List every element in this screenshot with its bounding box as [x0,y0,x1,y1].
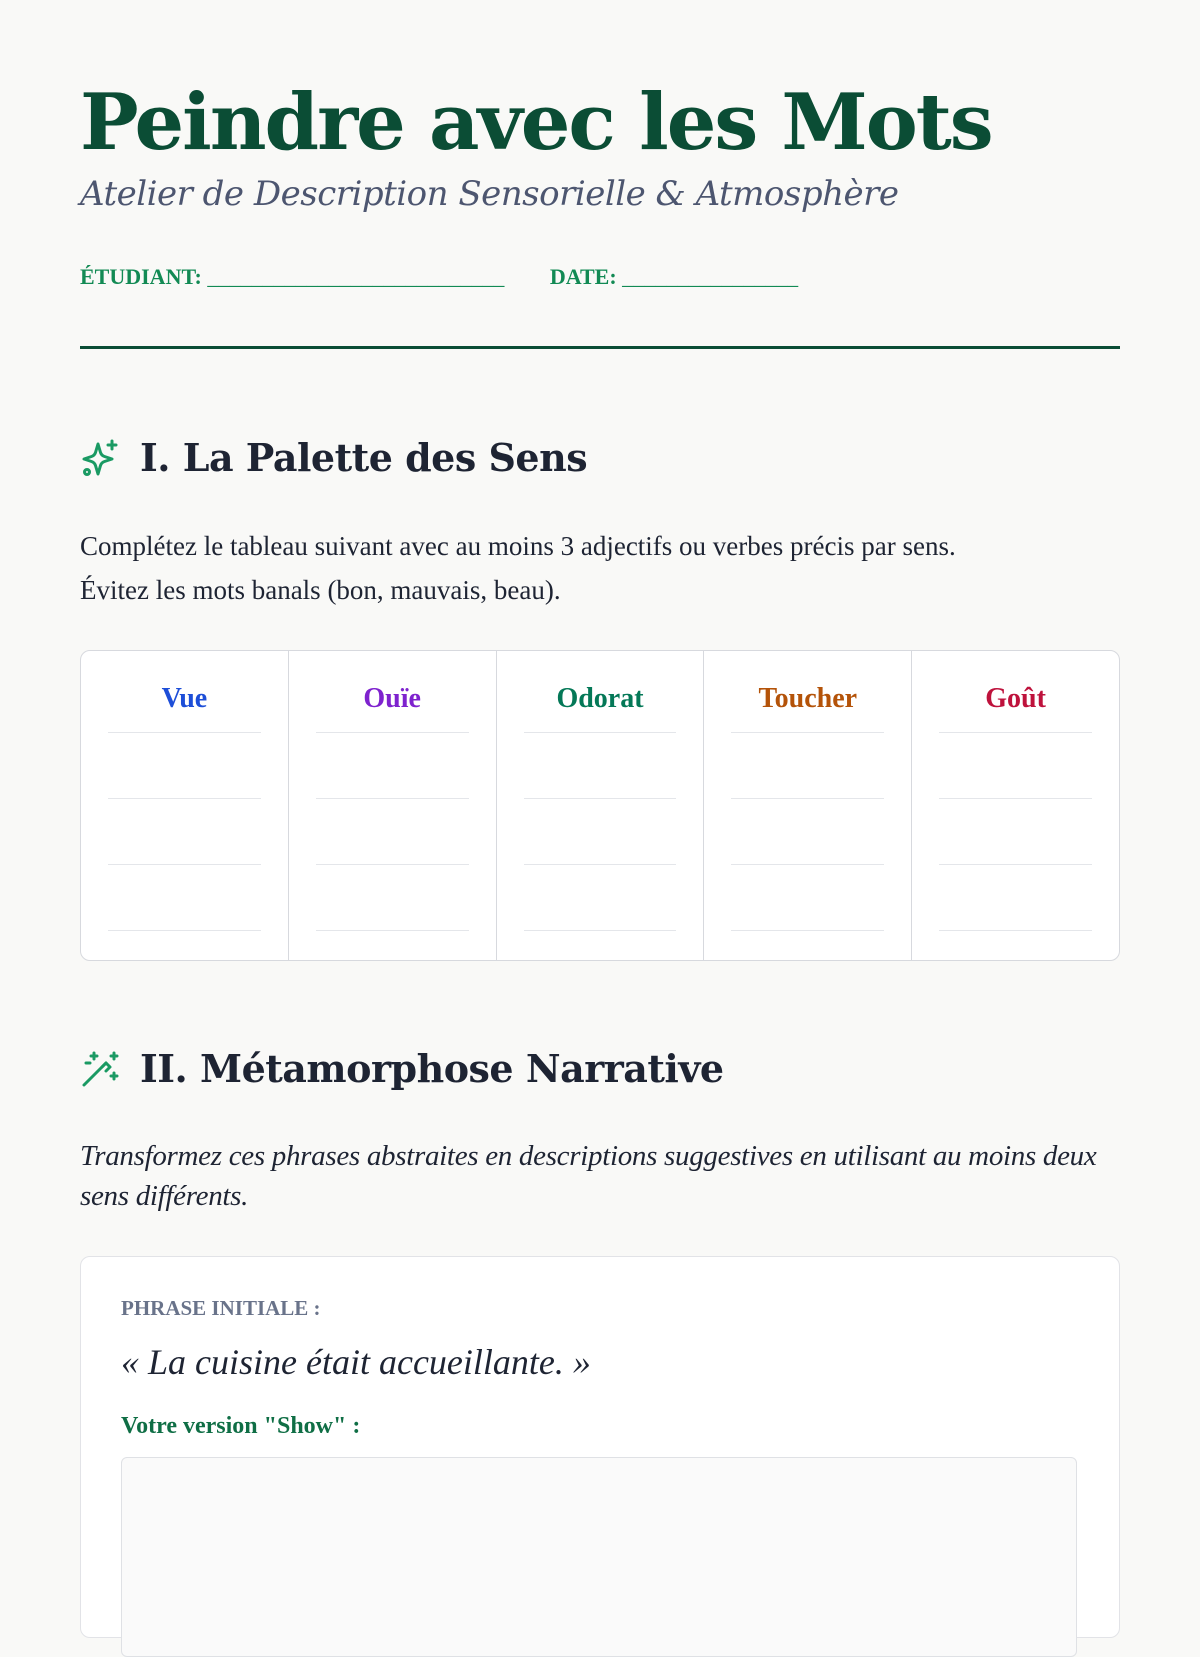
answer-line[interactable] [731,733,884,799]
answer-line[interactable] [939,799,1092,865]
instruction-line-2: Évitez les mots banals (bon, mauvais, beau). [80,575,561,605]
sense-heading-ouie: Ouïe [316,651,469,733]
header-divider [80,346,1120,349]
section-1-instructions [80,524,1120,612]
date-label: DATE: [549,264,617,289]
sense-heading-toucher: Toucher [731,651,884,733]
sense-heading-vue: Vue [108,651,261,733]
magic-wand-icon [80,1049,120,1089]
answer-line[interactable] [108,733,261,799]
date-blank[interactable]: ________________ [622,264,799,289]
sense-heading-odorat: Odorat [524,651,677,733]
answer-line[interactable] [524,865,677,931]
section-1-header [80,434,587,482]
sense-column-toucher [704,651,912,960]
answer-line[interactable] [316,733,469,799]
section-2-header [80,1045,724,1093]
senses-table [80,650,1120,961]
section-2-heading: II. Métamorphose Narrative [140,1046,724,1091]
sense-column-odorat [497,651,705,960]
section-1-heading: I. La Palette des Sens [140,435,588,480]
page-subtitle: Atelier de Description Sensorielle & Atmosphère [80,174,899,214]
student-label: ÉTUDIANT: [80,264,202,289]
student-field [80,262,504,292]
answer-line[interactable] [108,799,261,865]
initial-sentence: « La cuisine était accueillante. » [121,1342,591,1382]
answer-line[interactable] [524,733,677,799]
answer-line[interactable] [316,865,469,931]
answer-line[interactable] [939,865,1092,931]
exercise-card [80,1256,1120,1638]
answer-textarea[interactable] [121,1457,1077,1657]
answer-line[interactable] [524,799,677,865]
answer-line[interactable] [731,865,884,931]
answer-line[interactable] [731,799,884,865]
date-field [550,262,798,292]
student-blank[interactable]: ___________________________ [207,264,505,289]
sense-column-gout [912,651,1119,960]
sense-column-vue [81,651,289,960]
sparkles-icon [80,438,120,478]
answer-label: Votre version "Show" : [121,1413,361,1439]
student-info [80,262,798,292]
section-2-instructions: Transformez ces phrases abstraites en descriptions suggestives en utilisant au moins deux sens différents. [80,1140,1097,1212]
sense-heading-gout: Goût [939,651,1092,733]
page-title: Peindre avec les Mots [80,77,992,168]
answer-line[interactable] [316,799,469,865]
answer-line[interactable] [108,865,261,931]
sense-column-ouie [289,651,497,960]
initial-sentence-label: PHRASE INITIALE : [121,1296,321,1320]
answer-line[interactable] [939,733,1092,799]
instruction-line-1: Complétez le tableau suivant avec au moins 3 adjectifs ou verbes précis par sens. [80,531,956,561]
